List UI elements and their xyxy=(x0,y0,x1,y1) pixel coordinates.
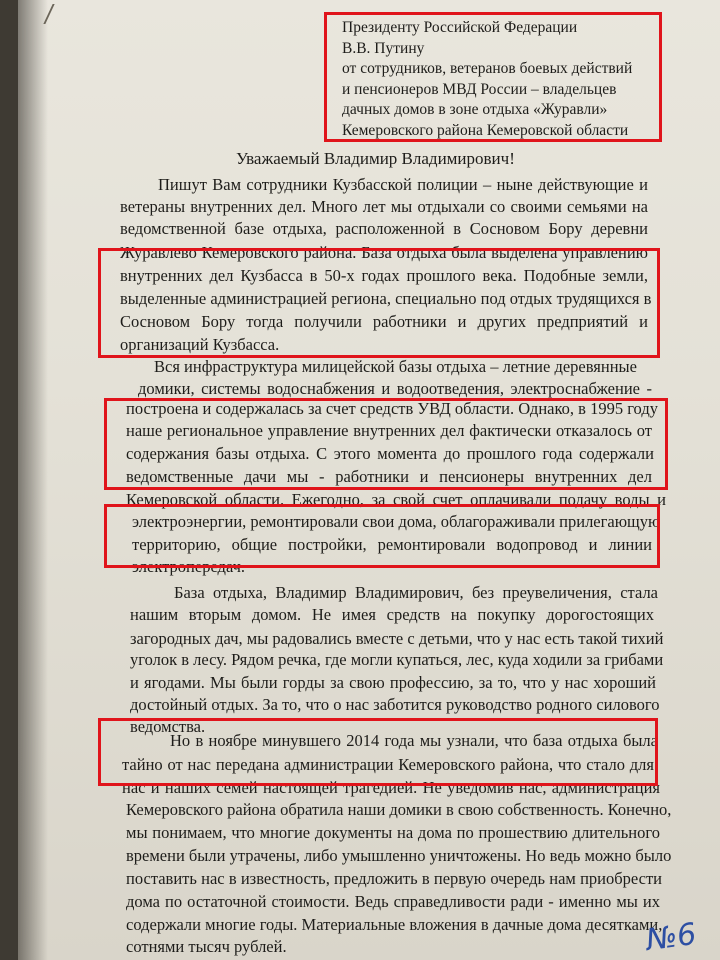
addressee-line: В.В. Путину xyxy=(342,39,425,57)
body-line: выделенные администрацией региона, специально под отдых трудящихся в xyxy=(120,289,652,308)
body-line: нас и наших семей настоящей трагедией. Не уведомив нас, администрация xyxy=(122,778,660,797)
highlight-box-paragraph-1 xyxy=(98,248,660,358)
body-line: сотнями тысяч рублей. xyxy=(126,937,287,956)
body-line: времени были утрачены, либо умышленно уничтожены. Но ведь можно было xyxy=(126,846,672,865)
body-line: Вся инфраструктура милицейской базы отдыха – летние деревянные xyxy=(154,357,637,376)
body-line: мы понимаем, что многие документы на дома по прошествию длительного xyxy=(126,823,660,842)
body-line: территорию, общие постройки, ремонтировали водопровод и линии xyxy=(132,535,652,554)
body-line: уголок в лесу. Рядом речка, где могли купаться, лес, куда ходили за грибами xyxy=(130,650,664,669)
body-line: База отдыха, Владимир Владимирович, без преувеличения, стала xyxy=(174,583,658,602)
body-line: ветераны внутренних дел. Много лет мы отдыхали со своими семьями на xyxy=(120,197,648,216)
body-line: организаций Кузбасса. xyxy=(120,335,280,354)
body-line: Сосновом Бору тогда получили работники и других предприятий и xyxy=(120,312,648,331)
body-line: достойный отдых. За то, что о нас заботится руководство родного силового xyxy=(130,695,660,714)
addressee-line: дачных домов в зоне отдыха «Журавли» xyxy=(342,101,608,118)
body-line: ведомственные дачи мы - работники и пенсионеры внутренних дел xyxy=(126,467,652,486)
body-line: содержания базы отдыха. С этого момента до прошлого года содержали xyxy=(126,444,654,463)
binder-shadow xyxy=(18,0,48,960)
body-line: домики, системы водоснабжения и водоотведения, электроснабжение - xyxy=(138,379,652,398)
page-number: №6 xyxy=(643,916,699,959)
highlight-box-paragraph-3 xyxy=(104,504,660,568)
body-line: электропередач. xyxy=(132,557,246,576)
addressee-line: Президенту Российской Федерации xyxy=(342,19,578,36)
body-line: дома по остаточной стоимости. Ведь справедливости ради - именно мы их xyxy=(126,892,660,911)
salutation: Уважаемый Владимир Владимирович! xyxy=(236,149,515,168)
addressee-line: от сотрудников, ветеранов боевых действий xyxy=(342,60,633,77)
body-line: и ягодами. Мы были горды за свою профессию, за то, что у нас хороший xyxy=(130,673,656,692)
highlight-box-paragraph-4 xyxy=(98,718,658,786)
addressee-line: Кемеровского района Кемеровской области xyxy=(342,121,629,139)
body-line: построена и содержалась за счет средств УВД области. Однако, в 1995 году xyxy=(126,399,658,418)
body-line: Пишут Вам сотрудники Кузбасской полиции – ныне действующие и xyxy=(158,175,648,194)
body-line: загородных дач, мы радовались вместе с детьми, что у нас есть такой тихий xyxy=(130,629,664,648)
body-line: электроэнергии, ремонтировали свои дома, облагораживали прилегающую xyxy=(132,512,661,531)
body-line: ведомственной базе отдыха, расположенной в Сосновом Бору деревни xyxy=(120,219,648,238)
addressee-line: и пенсионеров МВД России – владельцев xyxy=(342,80,617,98)
body-line: ведомства. xyxy=(130,717,206,736)
body-line: тайно от нас передана администрации Кемеровского района, что стало для xyxy=(122,755,654,774)
document-page xyxy=(18,0,720,960)
highlight-box-addressee xyxy=(324,12,662,142)
body-line: нашим вторым домом. Не имея средств на покупку дорогостоящих xyxy=(130,605,654,624)
body-line: содержали многие годы. Материальные вложения в дачные дома десятками, xyxy=(126,915,663,934)
body-line: Журавлево Кемеровского района. База отдыха была выделена управлению xyxy=(120,243,648,262)
body-line: Но в ноябре минувшего 2014 года мы узнали, что база отдыха была xyxy=(170,731,658,750)
body-line: Кемеровского района обратила наши домики в свою собственность. Конечно, xyxy=(126,800,672,819)
body-line: поставить нас в известность, предложить в первую очередь нам приобрести xyxy=(126,869,662,888)
body-line: внутренних дел Кузбасса в 50-х годах прошлого века. Подобные земли, xyxy=(120,266,648,285)
body-line: Кемеровской области. Ежегодно, за свой счет оплачивали подачу воды и xyxy=(126,490,666,509)
highlight-box-paragraph-2 xyxy=(104,398,668,490)
body-line: наше региональное управление внутренних дел фактически отказалось от xyxy=(126,421,652,440)
